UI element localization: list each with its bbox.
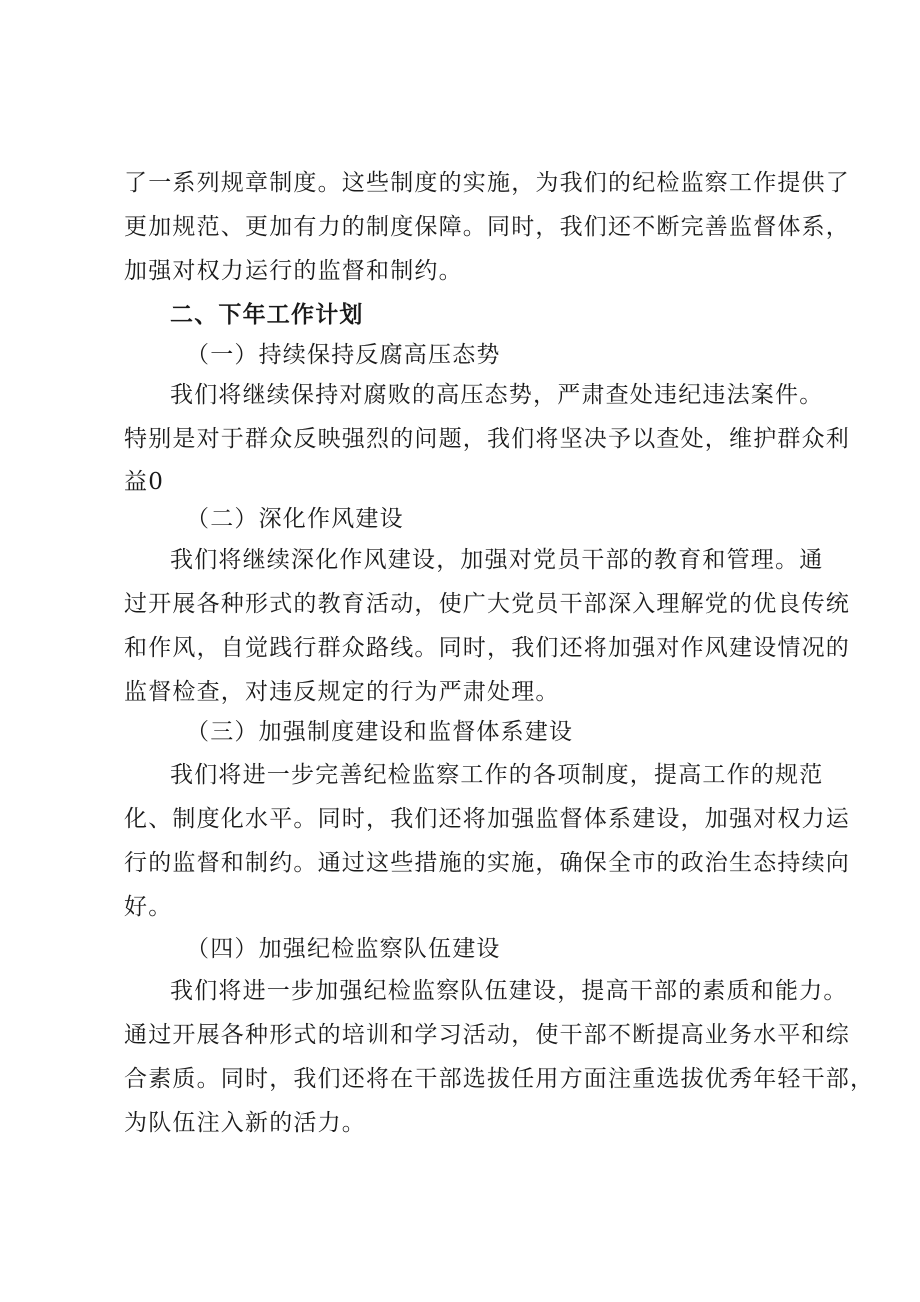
paragraph-line: 我们将进一步完善纪检监察工作的各项制度，提高工作的规范 — [170, 762, 824, 788]
paragraph-line: 好。 — [124, 894, 173, 920]
paragraph-line: 过开展各种形式的教育活动，使广大党员干部深入理解党的优良传统 — [124, 591, 850, 617]
section-heading: 二、下年工作计划 — [170, 302, 364, 328]
paragraph-line: 加强对权力运行的监督和制约。 — [124, 258, 463, 284]
paragraph-line: 为队伍注入新的活力。 — [124, 1110, 366, 1136]
paragraph-line: 我们将继续深化作风建设，加强对党员干部的教育和管理。通 — [170, 547, 824, 573]
paragraph-line: 和作风，自觉践行群众路线。同时，我们还将加强对作风建设情况的 — [124, 635, 850, 661]
paragraph-line: 化、制度化水平。同时，我们还将加强监督体系建设，加强对权力运 — [124, 806, 850, 832]
paragraph-line: 更加规范、更加有力的制度保障。同时，我们还不断完善监督体系， — [124, 214, 850, 240]
paragraph-line: 了一系列规章制度。这些制度的实施，为我们的纪检监察工作提供了 — [124, 170, 850, 196]
paragraph-line: 益0 — [124, 469, 165, 495]
paragraph-line: 我们将进一步加强纪检监察队伍建设，提高干部的素质和能力。 — [170, 978, 848, 1004]
paragraph-line: 我们将继续保持对腐败的高压态势，严肃查处违纪违法案件。 — [170, 382, 824, 408]
subsection-heading: （三）加强制度建设和监督体系建设 — [186, 719, 574, 745]
subsection-heading: （四）加强纪检监察队伍建设 — [186, 936, 501, 962]
subsection-heading: （二）深化作风建设 — [186, 506, 404, 532]
paragraph-line: 监督检查，对违反规定的行为严肃处理。 — [124, 679, 560, 705]
subsection-heading: （一）持续保持反腐高压态势 — [186, 342, 501, 368]
paragraph-line: 合素质。同时，我们还将在干部选拔任用方面注重选拔优秀年轻干部， — [124, 1066, 875, 1092]
paragraph-line: 行的监督和制约。通过这些措施的实施，确保全市的政治生态持续向 — [124, 850, 850, 876]
paragraph-line: 特别是对于群众反映强烈的问题，我们将坚决予以查处，维护群众利 — [124, 426, 850, 452]
paragraph-line: 通过开展各种形式的培训和学习活动，使干部不断提高业务水平和综 — [124, 1022, 850, 1048]
